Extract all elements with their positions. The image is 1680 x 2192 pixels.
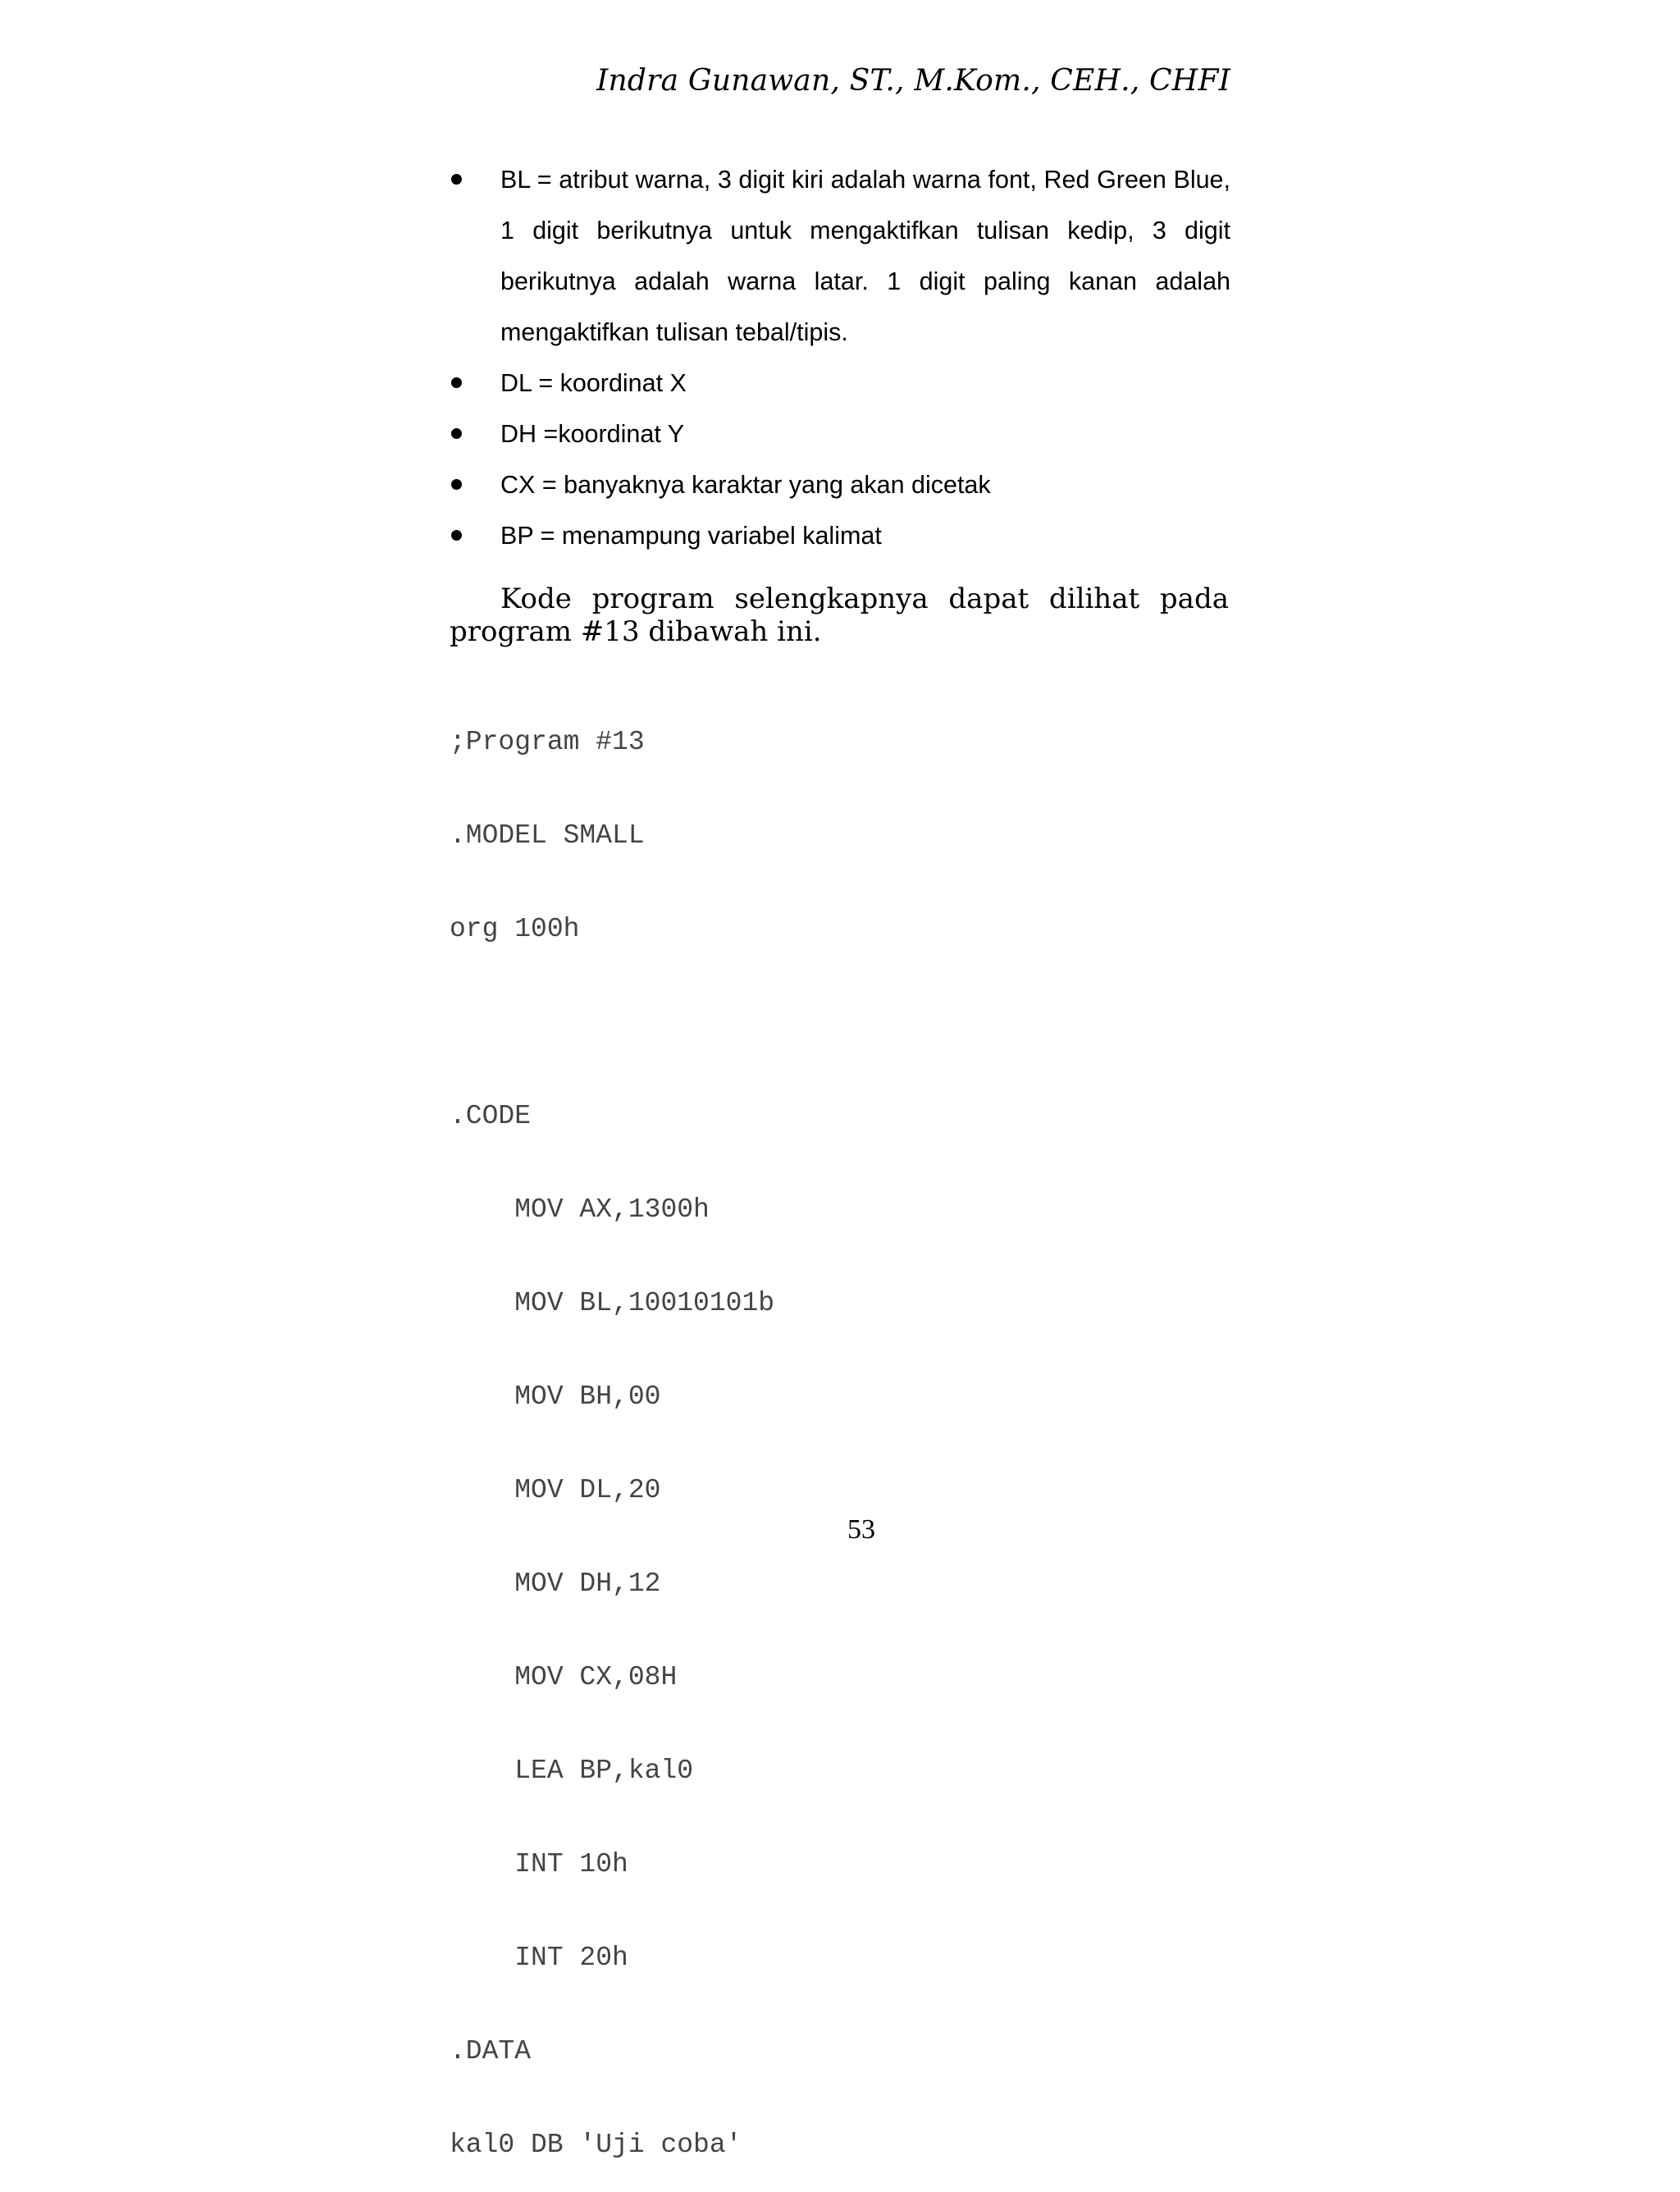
- code-line: org 100h: [450, 914, 580, 944]
- register-bullet-list: [450, 154, 1230, 561]
- bullet-dot-icon: [451, 479, 462, 490]
- bullet-item-bp: [450, 510, 1230, 561]
- code-line: MOV BL,10010101b: [450, 1288, 775, 1318]
- bullet-text: BL = atribut warna, 3 digit kiri adalah warna font, Red Green Blue, 1 digit berikutnya untuk mengaktifkan tulisan kedip, 3 digit berikutnya adalah warna latar. 1 digit paling kanan adalah mengaktifkan tulisan tebal/tipis.: [500, 166, 1230, 346]
- bullet-item-dl: [450, 358, 1230, 409]
- bullet-dot-icon: [451, 428, 462, 439]
- code-line: MOV CX,08H: [450, 1662, 678, 1692]
- intro-paragraph: Kode program selengkapnya dapat dilihat pada program #13 dibawah ini.: [450, 582, 1229, 648]
- bullet-text: CX = banyaknya karaktar yang akan dicetak: [500, 471, 991, 499]
- bullet-dot-icon: [451, 530, 462, 541]
- code-line: MOV DL,20: [450, 1475, 661, 1505]
- code-line: kal0 DB 'Uji coba': [450, 2130, 742, 2160]
- page-number: 53: [847, 1514, 875, 1545]
- code-line: MOV AX,1300h: [450, 1194, 710, 1225]
- code-line: .DATA: [450, 2036, 532, 2066]
- bullet-item-dh: [450, 409, 1230, 459]
- code-line: .CODE: [450, 1101, 532, 1131]
- code-line: .MODEL SMALL: [450, 820, 645, 851]
- code-listing: [450, 664, 774, 2192]
- code-line: LEA BP,kal0: [450, 1756, 694, 1786]
- bullet-item-cx: [450, 459, 1230, 510]
- code-line: [450, 1007, 774, 1039]
- bullet-text: DL = koordinat X: [500, 369, 687, 397]
- bullet-text: BP = menampung variabel kalimat: [500, 522, 882, 550]
- code-line: MOV BH,00: [450, 1381, 661, 1412]
- running-header-author: Indra Gunawan, ST., M.Kom., CEH., CHFI: [596, 64, 1230, 98]
- code-line: INT 10h: [450, 1849, 628, 1879]
- bullet-dot-icon: [451, 174, 462, 185]
- code-line: MOV DH,12: [450, 1569, 661, 1599]
- code-line: INT 20h: [450, 1943, 628, 1973]
- bullet-item-bl: [450, 154, 1230, 358]
- bullet-dot-icon: [451, 377, 462, 388]
- bullet-text: DH =koordinat Y: [500, 420, 685, 448]
- code-line: ;Program #13: [450, 727, 645, 757]
